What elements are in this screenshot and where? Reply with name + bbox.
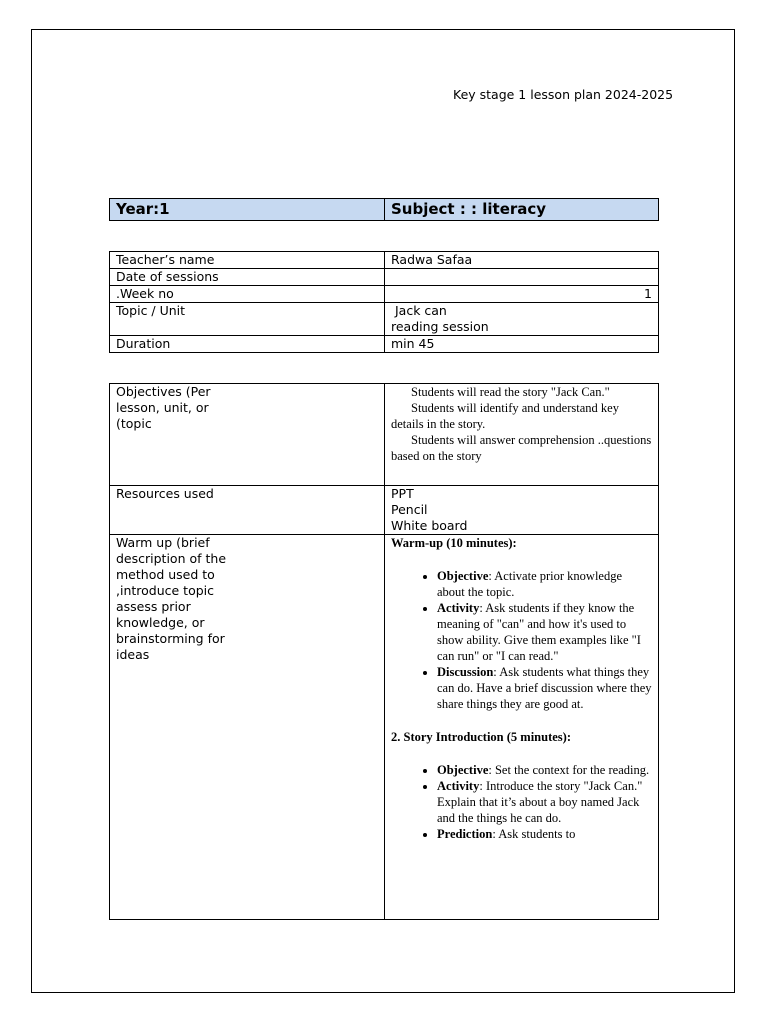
item-term: Prediction [437,827,493,841]
item-term: Objective [437,569,489,583]
info-label: .Week no [110,286,385,303]
objective-item: Students will identify and understand key details in the story. [391,401,619,431]
label-line: lesson, unit, or [116,400,209,415]
date-of-sessions [385,269,659,286]
item-term: Discussion [437,665,494,679]
table-row [110,303,659,336]
warmup-label [110,535,385,920]
table-row [110,252,659,269]
info-table [109,251,659,353]
list-item [437,664,652,712]
info-label: Topic / Unit [110,303,385,336]
table-row [110,269,659,286]
info-label: Duration [110,336,385,353]
resource-item: Pencil [391,502,428,517]
item-term: Objective [437,763,489,777]
plan-table [109,383,659,920]
objectives-content [385,384,659,486]
label-line: brainstorming for [116,631,225,646]
table-row [110,486,659,535]
objective-item: Students will read the story "Jack Can." [411,385,610,399]
topic-line: reading session [391,319,489,334]
table-row [110,535,659,920]
info-label: Date of sessions [110,269,385,286]
table-row [110,336,659,353]
item-text: : Activate prior knowledge about the topic. [437,569,623,599]
year-subject-table [109,198,659,221]
resource-item: PPT [391,486,414,501]
label-line: (topic [116,416,152,431]
item-text: : Ask students what things they can do. Have a brief discussion where they share things they are good at. [437,665,652,711]
topic-line: Jack can [391,303,447,318]
section-title: Warm-up (10 minutes): [391,536,517,550]
warmup-content [385,535,659,920]
table-row [110,384,659,486]
label-line: description of the [116,551,227,566]
week-number: 1 [385,286,659,303]
item-text: : Ask students to [492,827,576,841]
warmup-list [391,568,652,712]
objectives-label [110,384,385,486]
item-term: Activity [437,779,480,793]
teacher-name: Radwa Safaa [385,252,659,269]
label-line: knowledge, or [116,615,205,630]
topic-unit [385,303,659,336]
story-intro-list [391,762,652,842]
list-item [437,762,652,778]
info-label: Teacher’s name [110,252,385,269]
label-line: method used to [116,567,215,582]
label-line: ideas [116,647,150,662]
section-title: 2. Story Introduction (5 minutes): [391,730,571,744]
label-line: assess prior [116,599,191,614]
year-cell: Year:1 [110,199,385,221]
list-item [437,600,652,664]
label-line: Objectives (Per [116,384,211,399]
label-line: Warm up (brief [116,535,210,550]
document-header: Key stage 1 lesson plan 2024-2025 [453,87,674,102]
list-item [437,778,652,826]
resource-item: White board [391,518,468,533]
item-term: Activity [437,601,480,615]
table-row [110,286,659,303]
item-text: : Introduce the story "Jack Can." Explain that it’s about a boy named Jack and the things he can do. [437,779,643,825]
item-text: : Ask students if they know the meaning of "can" and how it's used to show ability. Give them examples like "I can run" or "I can read." [437,601,641,663]
duration: min 45 [385,336,659,353]
subject-cell: Subject : : literacy [385,199,659,221]
resources-content [385,486,659,535]
list-item [437,568,652,600]
label-line: ,introduce topic [116,583,215,598]
list-item [437,826,652,842]
resources-label: Resources used [110,486,385,535]
objective-item: Students will answer comprehension ..questions based on the story [391,433,652,463]
warmup-content-clip [391,535,652,919]
item-text: : Set the context for the reading. [488,763,650,777]
